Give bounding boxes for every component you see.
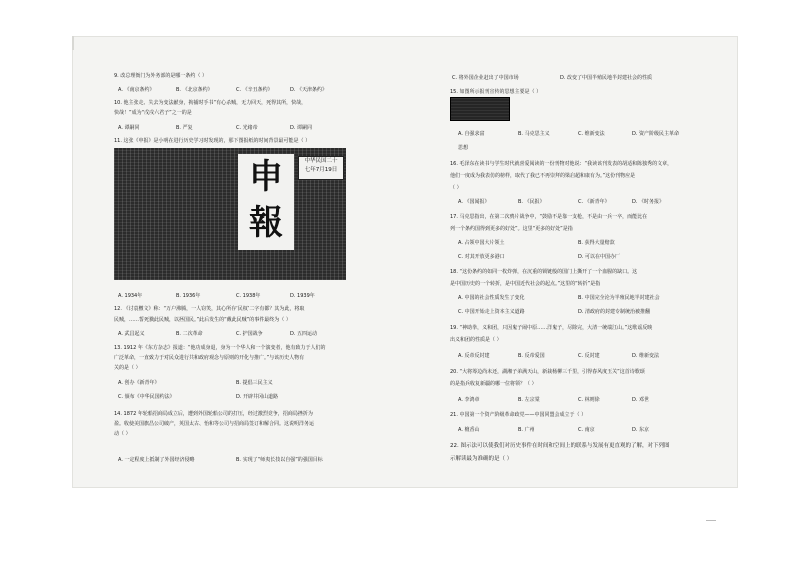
question-19-line-2: 出义和团的性质是（ ）: [450, 337, 502, 343]
masthead-char-1: 申: [249, 157, 283, 197]
q16-option-b: B. 《民报》: [518, 199, 545, 205]
q10-option-c: C. 光绪帝: [236, 125, 258, 131]
q13-option-c: C. 颁布《中华民国约法》: [118, 394, 175, 400]
q16-option-a: A. 《国闻报》: [458, 199, 490, 205]
q16-option-d: D. 《时务报》: [632, 199, 665, 205]
question-16-line-1: 16. 毛泽东在读书与学生时代就喜爱阅读的一份刊物对他说：“我读该刊发表的胡适和陈独秀的文章，: [450, 161, 673, 167]
q9-option-d: D. 《天津条约》: [290, 87, 328, 93]
q10-option-a: A. 谭嗣同: [118, 125, 140, 131]
question-22-line-1: 22. 图示法可以使我们对历史事件在时间和空间上的联系与发展有更直观的了解，对下列图: [450, 443, 670, 449]
q14-option-b: B. 实现了“师夷长技以自强”的强国目标: [236, 457, 323, 463]
question-15: 15. 如图所示报刊宣传的思想主要是（ ）: [450, 89, 542, 95]
newspaper-photo: [450, 97, 510, 121]
q9-option-a: A. 《南京条约》: [118, 87, 155, 93]
question-13-line-2: 广泛革命，一直致力于对民众进行共和政府观念与原则的开化与推广。”与该历史人物有: [114, 355, 305, 361]
q20-option-b: B. 左宗棠: [518, 397, 540, 403]
q10-option-b: B. 严复: [176, 125, 193, 131]
q13-option-d: D. 开辟井冈山道路: [236, 394, 279, 400]
q19-option-d: D. 维新变法: [632, 353, 660, 359]
question-21: 21. 中国第一个资产阶级革命政党——中国同盟会成立于（ ）: [450, 412, 587, 418]
question-14-line-2: 盈。收使美国旗昌公司破产，英国太古、怡和等公司与招商局签订和解合同。这说明洋务运: [114, 421, 315, 427]
question-20-line-2: 的是指兵收复新疆的哪一位将领？（ ）: [450, 381, 537, 387]
q16-option-c: C. 《新青年》: [578, 199, 610, 205]
q12-option-c: C. 护国战争: [236, 331, 263, 337]
q14-option-d: D. 改变了中国半殖民地半封建社会的性质: [560, 75, 653, 81]
question-13-line-1: 13. 1912 年《东方杂志》报道：“他功成身退，身为一个华人和一个演变者，他有致力于人们的: [114, 345, 326, 351]
question-11: 11. 这张《申报》是小明在进行历史学习时发现的，那下图报纸的时间背景最可能是（ ）: [114, 138, 311, 144]
q11-option-c: C. 1938年: [236, 293, 261, 299]
q19-option-c: C. 反封建: [578, 353, 600, 359]
q17-option-c: C. 对其开放更多港口: [458, 254, 505, 260]
question-18-line-1: 18. “这份条约的如同一枚炸弹，在沉重的锁链般的国门上撕开了一个血腥的缺口。这: [450, 269, 638, 275]
q12-option-d: D. 五四运动: [290, 331, 318, 337]
question-22-line-2: 示解读最为准确的是（ ）: [450, 456, 513, 462]
q15-option-c: C. 维新变法: [578, 131, 605, 137]
q21-option-c: C. 南京: [578, 427, 595, 433]
q11-option-a: A. 1934年: [118, 293, 143, 299]
q18-option-c: C. 中国开始走上资本主义道路: [458, 309, 525, 315]
q20-option-c: C. 林则徐: [578, 397, 600, 403]
q15-option-d: D. 资产阶级民主革命: [632, 131, 680, 137]
question-16-line-3: （ ）: [450, 185, 462, 191]
question-16-line-2: 他们一度成为我表仿的榜样，取代了我已不再崇拜的梁启超和康有为。”这份刊物应是: [450, 173, 636, 179]
q17-option-d: D. 可以在中国办厂: [578, 254, 621, 260]
q14-option-a: A. 一定程度上抵制了外国经济侵略: [118, 457, 195, 463]
q18-option-d: D. 清政府的封建专制统治被推翻: [578, 309, 651, 315]
question-12-line-1: 12. 《讨袁檄文》称：“万户沸腾，一人窃笑，其心所存‘民权’二字有都？其为此，将取: [114, 306, 305, 312]
q9-option-c: C. 《辛丑条约》: [236, 87, 273, 93]
q15-option-d-cont: 思想: [458, 145, 469, 151]
newspaper-date: 中华民国二十 七年7月19日: [298, 156, 344, 180]
q15-option-a: A. 自强求富: [458, 131, 485, 137]
q10-option-d: D. 谭嗣同: [290, 125, 313, 131]
scan-mark: [72, 36, 74, 50]
question-10-line-1: 10. 他主张走、失去为变法献身，拘捕时手书“有心杀贼，无力回天，死得其所，快哉，: [114, 100, 307, 106]
q19-option-a: A. 反帝反封建: [458, 353, 490, 359]
q18-option-b: B. 中国完全沦为半殖民地半封建社会: [578, 295, 660, 301]
newspaper-masthead: [238, 154, 294, 250]
question-19-line-1: 19. “神助拳，义和团，只因鬼子闹中原……洋鬼子，尽除完，大清一统端江山。”这歌谣反映: [450, 325, 653, 331]
question-14-line-3: 动（ ）: [114, 431, 131, 437]
question-20-line-1: 20. “大将筹边尚未还，湖湘子弟满天山，新栽杨柳三千里，引得春风度玉关”这首诗歌颂: [450, 369, 645, 375]
question-17-line-1: 17. 马克思指出，在第二次鸦片战争中，“鼓励不是靠一支枪，不是由一兵一卒，而能比在: [450, 214, 648, 220]
question-17-line-2: 列一个条约国得到更多的好处”。这里“更多的好处”是指: [450, 226, 573, 232]
shenbao-newspaper-image: [114, 148, 346, 280]
question-10-line-2: 快哉！”成为“戊戌六君子”之一的是: [114, 110, 192, 116]
q15-option-b: B. 马克思主义: [518, 131, 550, 137]
q21-option-b: B. 广州: [518, 427, 535, 433]
q18-option-a: A. 中国的社会性质发生了变化: [458, 295, 525, 301]
question-12-line-2: 民贼，……誓死戮此民贼，以拯国民。”此后发生的“戴此民贼”的事件最终为（ ）: [114, 317, 291, 323]
q21-option-a: A. 檀香山: [458, 427, 480, 433]
q12-option-a: A. 武昌起义: [118, 331, 145, 337]
q19-option-b: B. 反帝爱国: [518, 353, 545, 359]
q20-option-d: D. 邓世: [632, 397, 650, 403]
q13-option-a: A. 创办《新青年》: [118, 380, 160, 386]
question-13-line-3: 关的是（ ）: [114, 365, 141, 371]
q17-option-a: A. 占领中国大片领土: [458, 240, 505, 246]
masthead-char-2: 報: [249, 203, 283, 243]
q9-option-b: B. 《北京条约》: [176, 87, 213, 93]
q17-option-b: B. 获得大量赔款: [578, 240, 615, 246]
scan-speck: [706, 520, 716, 521]
q12-option-b: B. 二次革命: [176, 331, 203, 337]
question-18-line-2: 是中国历史的一个转折，是中国近代社会的起点。”这里的“转折”是指: [450, 281, 601, 287]
q14-option-c: C. 将外国企业赶出了中国市场: [452, 75, 519, 81]
q13-option-b: B. 提倡三民主义: [236, 380, 273, 386]
q11-option-d: D. 1939年: [290, 293, 315, 299]
q21-option-d: D. 东京: [632, 427, 650, 433]
q20-option-a: A. 李鸿章: [458, 397, 480, 403]
q11-option-b: B. 1936年: [176, 293, 201, 299]
question-9: 9. 改总理衙门为外务部的是哪一条约（ ）: [114, 73, 207, 79]
question-14-line-1: 14. 1872 年轮船招商局成立后，遭到外国轮船公司的打压，经过激烈竞争，招商局挫折为: [114, 411, 313, 417]
